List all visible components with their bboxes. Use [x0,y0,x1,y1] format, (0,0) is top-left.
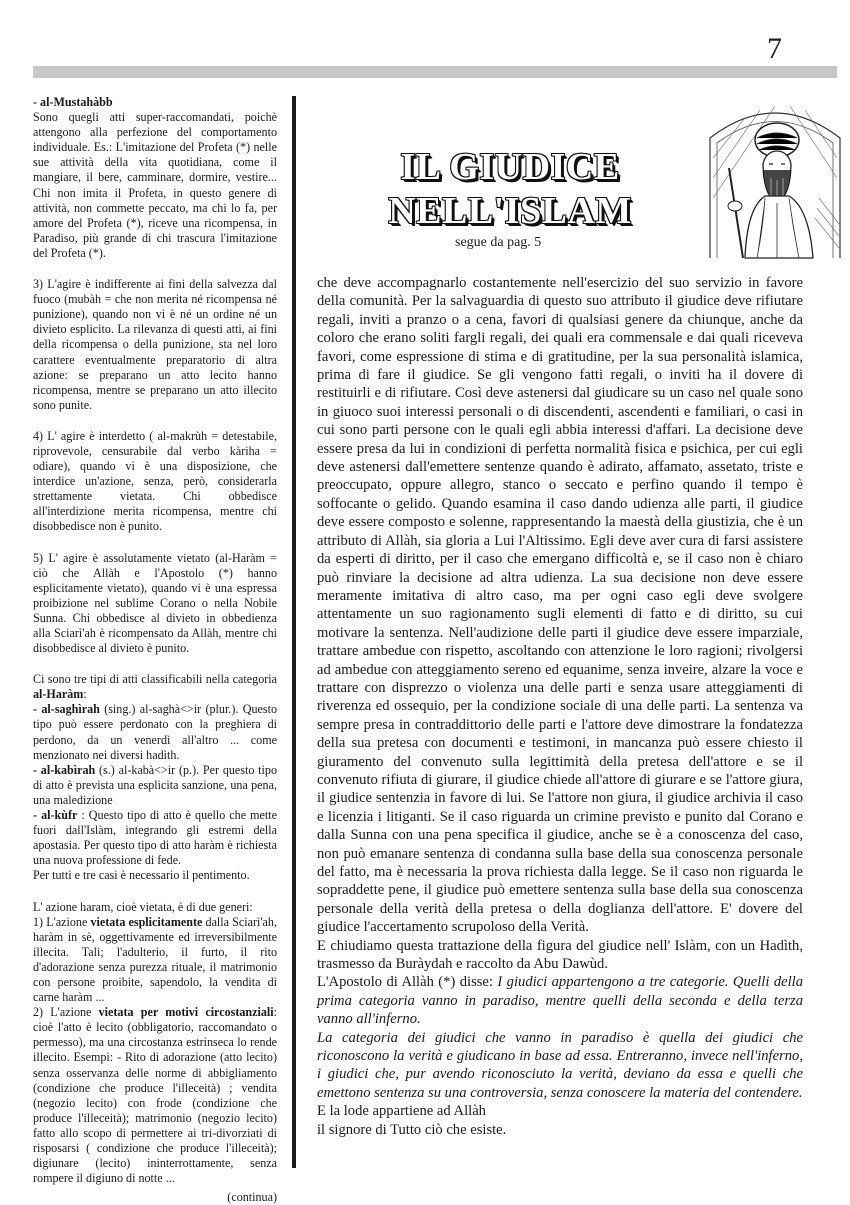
haram-genres-paragraph [33,900,277,1187]
main-paragraph-1: che deve accompagnarlo costantemente nell'esercizio del suo servizio in favore della comunità. Per la salvaguardia di questo suo attributo il giudice deve rifiutare regali, inviti a pranzo o a cena, favori di qualsiasi genere da chiunque, anche da coloro che erano soliti fargli regali, dei quali era commensale e dai quali riceveva favori, come espressione di stima e di gratitudine, per la sua personalità islamica, prima di fare il giudice. Se gli vengono fatti regali, o inviti ha il dovere di restituirli e di rifiutare. Così deve astenersi dal giudicare su un caso nel quale sono in giuoco suoi interessi personali o di discendenti, ascendenti e familiari, o casi in cui sono parti persone con le quali egli abbia interessi d'affari. La decisione deve essere presa da lui in condizioni di perfetta normalità fisica e psichica, per cui egli deve astenersi dall'emettere sentenze quando è adirato, affamato, assetato, triste e preoccupato, oppure allegro, stanco o seccato e perfino quando il tempo è soffocante o gelido. Quando esamina il caso dando udienza alle parti, il giudice deve essere composto e solenne, rappresentando la maestà della giustizia, che è un attributo di Allàh, sia gloria a Lui l'Altissimo. Egli deve aver cura di farsi assistere da esperti di diritto, per il caso che emergano difficoltà e, se il caso non è chiaro può rinviare la decisione ad altra udienza. La sua decisione non deve essere meramente imitativa di altro caso, ma per ogni caso egli deve svolgere attentamente un suo ragionamento sugli elementi di fatto e di diritto, su cui motivare la sentenza. Nell'audizione delle parti il giudice deve essere imparziale, trattare ambedue con rispetto, ascoltando con attenzione le loro ragioni; rivolgersi ad ambedue con atteggiamento sereno ed equanime, senza inveire, alzare la voce e trattare con disprezzo o violenza una delle parti e senza usare atteggiamenti di riverenza ed ossequio, per la condizione sociale di una delle parti. La sentenza va sempre presa in contraddittorio delle parti e l'attore deve dimostrare la fondatezza della sua pretesa con documenti e testimoni, in mancanza può essere chiesto il giuramento del convenuto sulla legittimità della pretesa dell'attore e se il convenuto rifiuta di giurare, il giudice chiede all'attore di giurare e se l'attore giura, il giudice sentenzia in favore di lui. Se l'attore non giura, il giudice archivia il caso e licenzia i litiganti. Se il caso riguarda un crimine previsto e punito dal Corano e dalla Sunna con una pena specifica il giudice, anche se è a conoscenza del caso, non può emanare sentenza di condanna sulla base della sua conoscenza personale del fatto, ma è necessaria la prova richiesta dalla legge. Se il caso non riguarda le sopraddette pene, il giudice può emettere sentenza sulla base della sua conoscenza personale della verità della pretesa o della doglianza dell'attore. E' dovere del giudice l'accertamento scrupoloso della Verità. [317,275,803,936]
main-paragraph-2: E chiudiamo questa trattazione della figura del giudice nell' Islàm, con un Hadìth, trasmesso da Buràydah e raccolto da Abu Dawùd. [317,937,803,973]
type1-bold: vietata esplicitamente [90,914,203,929]
closing-line-1: E la lode appartiene ad Allàh [317,1103,486,1120]
header-bar [33,66,837,78]
subtitle: segue da pag. 5 [455,235,542,250]
closing-line-2: il signore di Tutto ciò che esiste. [317,1121,507,1138]
mustahabb-paragraph [33,95,277,261]
main-paragraph-3 [317,973,803,1028]
type2-text: : cioè l'atto è lecito (obbligatorio, raccomandato o permesso), ma una circostanza estrinseca lo rende illecito. Esempi: - Rito di adorazione (atto lecito) senza osservanza delle norme di abbigliamento (condizione che produce l'illeceità) ; vendita (negozio lecito) con frode (condizione che produce l'illeceità); matrimonio (negozio lecito) fatto allo scopo di permettere ai tri-divorziati di risposarsi ( condizione che produce l'illeceità); digiunare (lecito) ininterrottamente, senza rompere il digiuno di notte ... [33,1005,277,1186]
page-number: 7 [767,32,782,65]
mustahabb-heading: - al-Mustahàbb [33,95,113,109]
haram-types-paragraph [33,672,277,883]
kufr-term: - al-kùfr [33,808,78,823]
kabirah-text: (s.) al-kabà<>ir (p.). Per questo tipo di atto è prevista una esplicita sanzione, una pena, una maledizione [33,762,277,807]
judge-illustration [705,98,845,263]
haram-intro: Ci sono tre tipi di atti classificabili nella categoria [33,672,277,687]
haram-label: al-Haràm [33,687,84,702]
haram-types-intro: L' azione haram, cioè vietata, è di due generi: [33,899,253,914]
paragraph-3: 3) L'agire è indifferente ai fini della salvezza dal fuoco (mubàh = che non merita né ricompensa né punizione), quando non vi è né un ordine né un divieto esplicito. La rilevanza di questi atti, ai fini della ricompensa o della punizione, sta nel loro carattere eventualmente preparatorio di altra azione: se preparano un atto lecito hanno ricompensa, mentre se preparano un atto illecito sono punite. [33,277,277,412]
main-article-text [317,274,803,1139]
title-line-1: IL GIUDICE [400,146,620,188]
hadith-quote-1: I giudici appartengono a tre categorie. Quelli della prima categoria vanno in paradiso, mentre quelli della seconda e della terza vanno all'inferno. [317,974,803,1028]
kufr-end: Per tutti e tre casi è necessario il pentimento. [33,868,250,883]
hadith-quote-2: La categoria dei giudici che vanno in paradiso è quella dei giudici che riconoscono la verità e giudicano in base ad essa. Entreranno, invece nell'inferno, i giudici che, pur avendo riconosciuto la verità, deviano da essa e quelli che emettono sentenza su una controversia, senza conoscere la materia del contendere. [317,1029,803,1101]
type2-bold: vietata per motivi circostanziali [98,1005,274,1020]
kabirah-term: - al-kabìrah [33,762,96,777]
continua-label: (continua) [227,1190,277,1205]
type2-prefix: 2) L'azione [33,1005,99,1020]
article-title [345,145,675,233]
haram-colon: : [83,687,87,702]
saghirah-text: (sing.) al-saghà<>ir (plur.). Questo tipo può essere perdonato con la preghiera di perdono, da un venerdì all'altro ... come menzionato nei diversi hadìth. [33,702,277,762]
title-line-2: NELL'ISLAM [388,190,632,232]
paragraph-5: 5) L' agire è assolutamente vietato (al-Haràm = ciò che Allàh e l'Apostolo (*) hanno esplicitamente vietato), quando vi è una espressa proibizione nel sublime Corano o nella Nobile Sunna. Chi obbedisce al divieto in obbedienza alla Sciarì'ah è ricompensato da Allàh, mentre chi disobbedisce al divieto è punito. [33,550,277,656]
saghirah-term: - al-saghìrah [33,702,100,717]
kufr-text: : Questo tipo di atto è quello che mette fuori dall'Islàm, integrando gli estremi della apostasia. Per questo tipo di atto haràm è richiesta una nuova professione di fede. [33,808,277,868]
type1-prefix: 1) L'azione [33,914,91,929]
mustahabb-text: Sono quegli atti super-raccomandati, poichè attengono alla perfezione del comportamento individuale. Es.: L'imitazione del Profeta (*) nelle sue attività della vita quotidiana, come il mangiare, il bere, camminare, dormire, vestire... Chi non imita il Profeta, in questo genere di attività, non commette peccato, ma chi lo fa, per amore del Profeta (*), riceve una ricompensa, in Paradiso, più grande di chi trascura l'imitazione del Profeta (*). [33,110,277,260]
column-divider [292,96,296,1168]
left-column [33,95,277,1205]
hadith-intro: L'Apostolo di Allàh (*) disse: [317,974,498,991]
paragraph-4: 4) L' agire è interdetto ( al-makrùh = detestabile, riprovevole, censurabile dal verbo kàriha = odiare), quando vi è una disposizione, che interdice un'azione, senza, però, considerarla strettamente vietata. Chi obbedisce all'interdizione merita ricompensa, mentre chi disobbedisce non è punito. [33,428,277,534]
type1-text: dalla Sciarì'ah, haràm in sè, oggettivamente ed irreversibilmente illecita. Tali; l'adulterio, il furto, il rito d'adorazione senza purezza rituale, il matrimonio con persone proibite, sapendolo, la vendita di carne haràm ... [33,914,277,1005]
